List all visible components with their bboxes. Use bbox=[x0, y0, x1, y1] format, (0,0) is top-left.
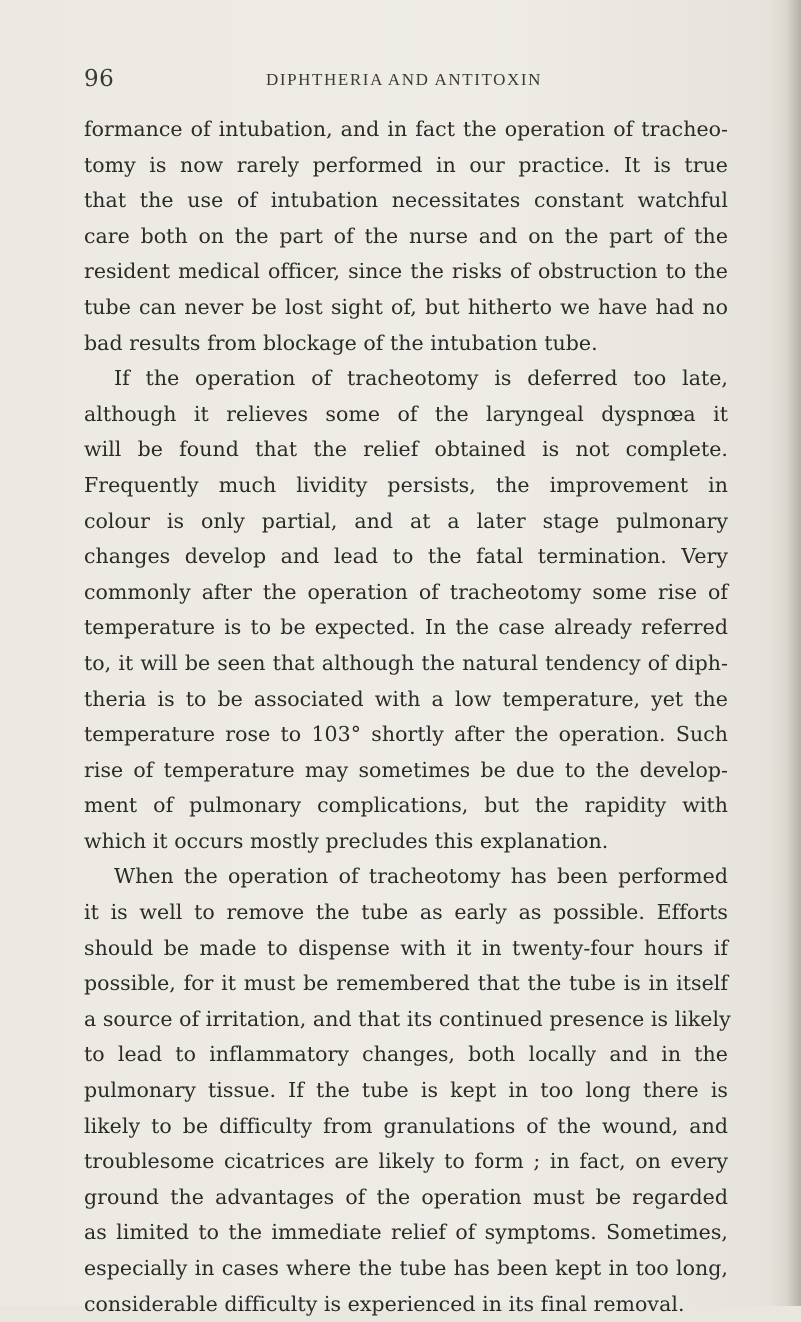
page-number: 96 bbox=[84, 66, 115, 92]
text-line: tomy is now rarely performed in our practice. It is true bbox=[84, 152, 728, 177]
text-line: as limited to the immediate relief of symptoms. Sometimes, bbox=[84, 1220, 728, 1245]
text-line: temperature is to be expected. In the case already referred bbox=[84, 615, 728, 640]
text-line: theria is to be associated with a low temperature, yet the bbox=[84, 686, 728, 711]
text-line: bad results from blockage of the intubation tube. bbox=[84, 330, 598, 355]
text-line: should be made to dispense with it in twenty-four hours if bbox=[84, 935, 728, 960]
text-line: which it occurs mostly precludes this explanation. bbox=[84, 828, 609, 853]
text-line: Frequently much lividity persists, the improvement in bbox=[84, 472, 728, 497]
text-line: colour is only partial, and at a later stage pulmonary bbox=[84, 508, 728, 533]
text-line: resident medical officer, since the risks of obstruction to the bbox=[84, 259, 728, 284]
text-line: likely to be difficulty from granulations of the wound, and bbox=[84, 1113, 728, 1138]
text-line: When the operation of tracheotomy has been performed bbox=[114, 864, 728, 889]
text-line: ground the advantages of the operation must be regarded bbox=[84, 1184, 728, 1209]
page-edge-shadow bbox=[787, 0, 801, 1306]
text-line: especially in cases where the tube has been kept in too long, bbox=[84, 1256, 728, 1280]
text-line: If the operation of tracheotomy is deferred too late, bbox=[114, 366, 728, 391]
text-line: although it relieves some of the laryngeal dyspnœa it bbox=[84, 401, 728, 426]
body-text bbox=[84, 112, 731, 1322]
text-line: considerable difficulty is experienced in its final removal. bbox=[84, 1291, 685, 1316]
text-line: ment of pulmonary complications, but the rapidity with bbox=[84, 793, 728, 818]
text-line: care both on the part of the nurse and on the part of the bbox=[84, 223, 728, 248]
text-line: a source of irritation, and that its continued presence is likely bbox=[84, 1006, 731, 1031]
text-line: commonly after the operation of tracheotomy some rise of bbox=[84, 579, 728, 604]
text-line: troublesome cicatrices are likely to form ; in fact, on every bbox=[84, 1149, 728, 1174]
text-line: tube can never be lost sight of, but hitherto we have had no bbox=[84, 294, 728, 319]
text-line: to, it will be seen that although the natural tendency of diph- bbox=[84, 650, 728, 675]
text-line: formance of intubation, and in fact the operation of tracheo- bbox=[84, 117, 728, 141]
text-line: pulmonary tissue. If the tube is kept in too long there is bbox=[84, 1078, 728, 1103]
text-line: will be found that the relief obtained is not complete. bbox=[84, 437, 728, 462]
text-line: it is well to remove the tube as early as possible. Efforts bbox=[84, 900, 728, 925]
text-line: temperature rose to 103° shortly after the operation. Such bbox=[84, 722, 728, 747]
text-line: rise of temperature may sometimes be due to the develop- bbox=[84, 757, 728, 782]
text-line: changes develop and lead to the fatal termination. Very bbox=[84, 544, 728, 569]
text-line: to lead to inflammatory changes, both locally and in the bbox=[84, 1042, 728, 1067]
page-header bbox=[84, 66, 724, 96]
text-line: that the use of intubation necessitates constant watchful bbox=[84, 188, 728, 213]
text-line: possible, for it must be remembered that the tube is in itself bbox=[84, 971, 728, 996]
running-head: DIPHTHERIA AND ANTITOXIN bbox=[265, 70, 543, 89]
